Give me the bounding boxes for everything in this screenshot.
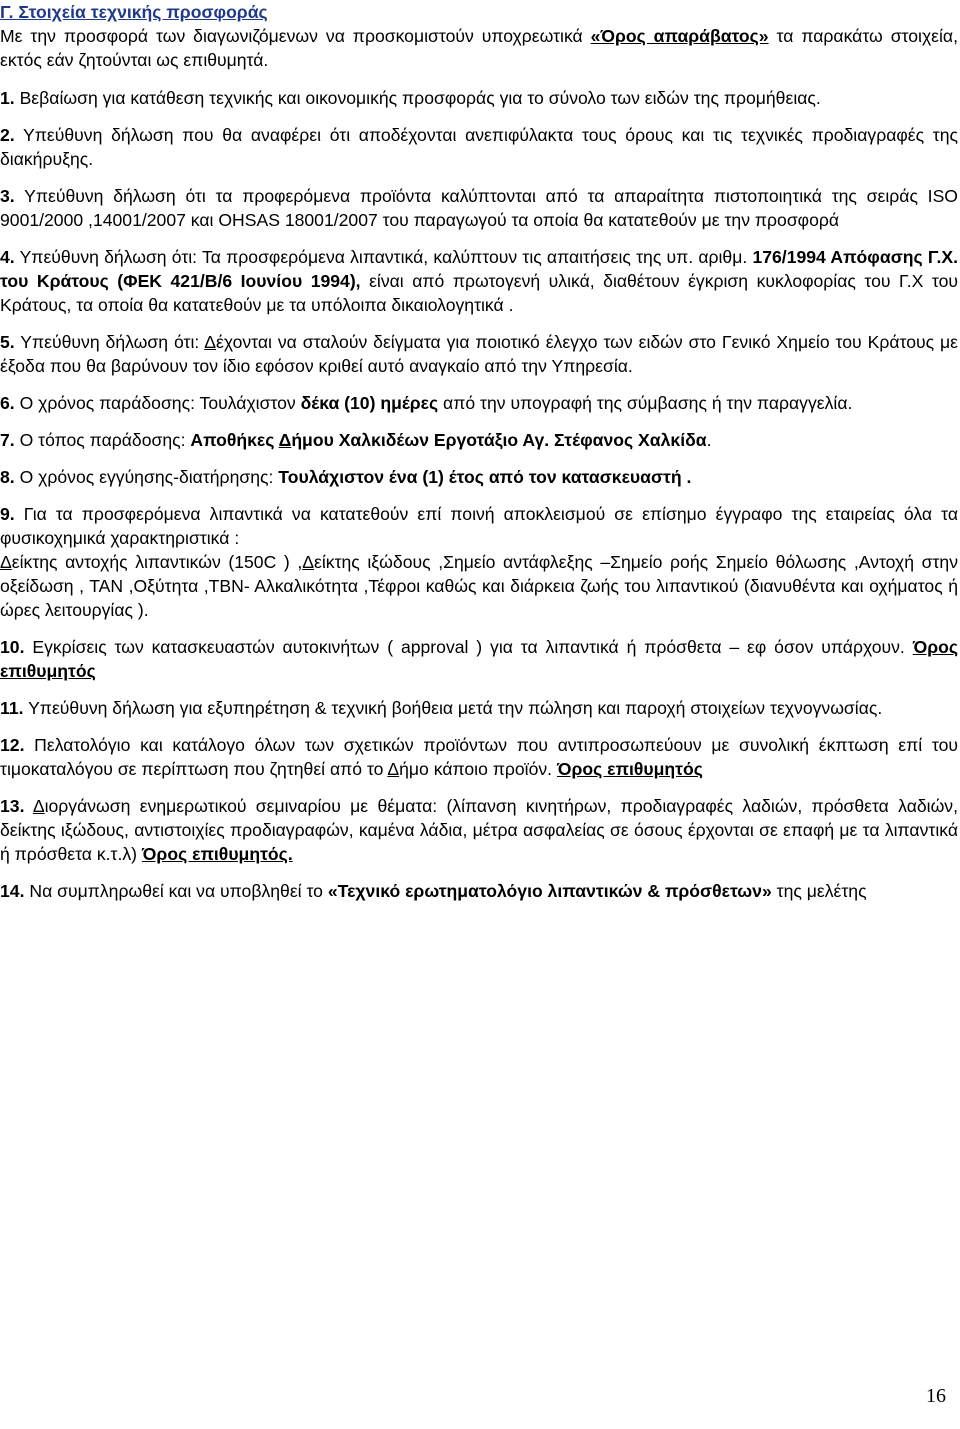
item-number: 5.: [0, 332, 15, 352]
item-text: είκτης ιξώδους ,Σημείο αντάφλεξης –Σημείο ροής Σημείο θόλωσης ,Αντοχή στην οξείδωση , ΤΑΝ ,Οξύτητα ,ΤΒΝ- Αλκαλικότητα ,Τέφροι καθώς και διάρκεια ζωής του λιπαντικού (διανυθέντα και οχήματος ή ώρες λειτουργίας ).: [0, 552, 958, 620]
item-text: Αποθήκες: [190, 430, 279, 450]
requirement-item: [0, 502, 958, 622]
item-number: 8.: [0, 467, 15, 487]
item-text: δέκα (10) ημέρες: [300, 393, 439, 413]
item-number: 12.: [0, 735, 25, 755]
intro-text-end: τα παρακάτω στοιχεία, εκτός εάν ζητούνται ως επιθυμητά.: [0, 26, 958, 70]
item-number: 9.: [0, 504, 15, 524]
item-text: είναι από πρωτογενή υλικά, διαθέτουν έγκριση κυκλοφορίας του Γ.Χ του Κράτους, τα οποία θα κατατεθούν με τα υπόλοιπα δικαιολογητικά .: [0, 271, 958, 315]
item-text: Δ: [32, 796, 45, 816]
item-number: 10.: [0, 637, 25, 657]
requirement-item: [0, 184, 958, 232]
item-number: 2.: [0, 125, 15, 145]
item-text: Ο χρόνος εγγύησης-διατήρησης:: [14, 467, 279, 487]
item-number: 7.: [0, 430, 15, 450]
item-number: 14.: [0, 881, 25, 901]
item-text: 176/1994 Απόφασης Γ.Χ. του Κράτους (ΦΕΚ 421/Β/6 Ιουνίου 1994),: [0, 247, 958, 291]
item-text: Δ: [0, 552, 12, 572]
item-text: Πελατολόγιο και κατάλογο όλων των σχετικών προϊόντων που αντιπροσωπεύουν με συνολική έκπτωση επί του τιμοκαταλόγου σε περίπτωση που ζητηθεί από το: [0, 735, 958, 779]
item-text: Να συμπληρωθεί και να υποβληθεί το: [24, 881, 328, 901]
item-number: 13.: [0, 796, 25, 816]
requirement-item: [0, 86, 958, 110]
requirement-item: [0, 245, 958, 317]
page-number: 16: [926, 1385, 946, 1407]
item-text: Δ: [387, 759, 400, 779]
requirement-item: [0, 635, 958, 683]
item-text: Υπεύθυνη δήλωση που θα αναφέρει ότι αποδέχονται ανεπιφύλακτα τους όρους και τις τεχνικές προδιαγραφές της διακήρυξης.: [0, 125, 958, 169]
item-number: 11.: [0, 698, 24, 718]
item-text: ιοργάνωση ενημερωτικού σεμιναρίου με θέματα: (λίπανση κινητήρων, προδιαγραφές λαδιών, πρόσθετα λαδιών, δείκτης ιξώδους, αντιστοιχίες προδιαγραφών, καμένα λάδια, μέτρα ασφαλείας σε όσους έρχονται σε επαφή με τα λιπαντικά ή πρόσθετα κ.τ.λ): [0, 796, 958, 864]
item-text: έχονται να σταλούν δείγματα για ποιοτικό έλεγχο των ειδών στο Γενικό Χημείο του Κράτους με έξοδα που θα βαρύνουν τον ίδιο εφόσον κριθεί αυτό αναγκαίο από την Υπηρεσία.: [0, 332, 958, 376]
item-text: Όρος επιθυμητός: [556, 759, 703, 779]
requirement-item: [0, 330, 958, 378]
item-text: Τουλάχιστον ένα (1) έτος από τον κατασκευαστή .: [278, 467, 692, 487]
requirements-list: [0, 86, 958, 903]
item-text: Όρος επιθυμητός: [0, 637, 958, 681]
item-text: ήμο κάποιο προϊόν.: [399, 759, 557, 779]
item-text: Ο χρόνος παράδοσης: Τουλάχιστον: [14, 393, 301, 413]
requirement-item: [0, 879, 958, 903]
item-text: Βεβαίωση για κατάθεση τεχνικής και οικονομικής προσφοράς για το σύνολο των ειδών της προμήθειας.: [14, 88, 821, 108]
requirement-item: [0, 391, 958, 415]
item-number: 6.: [0, 393, 15, 413]
item-text: είκτης αντοχής λιπαντικών (150C ) ,: [11, 552, 303, 572]
spacer: [0, 72, 958, 86]
item-text: Υπεύθυνη δήλωση ότι:: [14, 332, 205, 352]
item-text: Υπεύθυνη δήλωση ότι τα προφερόμενα προϊόντα καλύπτονται από τα απαραίτητα πιστοποιητικά της σειράς ISO 9001/2000 ,14001/2007 και OHSAS 18001/2007 του παραγωγού τα οποία θα κατατεθούν με την προσφορά: [0, 186, 958, 230]
section-title-text: Γ. Στοιχεία τεχνικής προσφοράς: [0, 2, 268, 22]
requirement-item: [0, 465, 958, 489]
item-text: Για τα προσφερόμενα λιπαντικά να κατατεθούν επί ποινή αποκλεισμού σε επίσημο έγγραφο της εταιρείας όλα τα φυσικοχημικά χαρακτηριστικά :: [0, 504, 958, 548]
item-text: Εγκρίσεις των κατασκευαστών αυτοκινήτων ( approval ) για τα λιπαντικά ή πρόσθετα – εφ όσον υπάρχουν.: [24, 637, 913, 657]
item-text: Όρος επιθυμητός.: [141, 844, 293, 864]
item-number: 4.: [0, 247, 15, 267]
section-title: [0, 0, 958, 24]
item-text: .: [706, 430, 712, 450]
item-text: Δ: [278, 430, 292, 450]
item-text: Δ: [302, 552, 315, 572]
requirement-item: [0, 123, 958, 171]
intro-paragraph: [0, 24, 958, 72]
requirement-item: [0, 733, 958, 781]
item-number: 1.: [0, 88, 15, 108]
item-text: ήμου Χαλκιδέων Εργοτάξιο Αγ. Στέφανος Χαλκίδα: [291, 430, 707, 450]
item-text: Ο τόπος παράδοσης:: [14, 430, 191, 450]
item-text: Δ: [204, 332, 216, 352]
requirement-item: [0, 696, 958, 720]
item-text: Υπεύθυνη δήλωση για εξυπηρέτηση & τεχνική βοήθεια μετά την πώληση και παροχή στοιχείων τεχνογνωσίας.: [23, 698, 883, 718]
mandatory-term: «Όρος απαράβατος»: [590, 26, 769, 46]
item-number: 3.: [0, 186, 15, 206]
requirement-item: [0, 794, 958, 866]
item-text: [24, 796, 32, 816]
item-text: της μελέτης: [771, 881, 867, 901]
item-text: Υπεύθυνη δήλωση ότι: Τα προσφερόμενα λιπαντικά, καλύπτουν τις απαιτήσεις της υπ. αριθμ.: [14, 247, 753, 267]
item-text: από την υπογραφή της σύμβασης ή την παραγγελία.: [438, 393, 853, 413]
intro-text: Με την προσφορά των διαγωνιζόμενων να προσκομιστούν υποχρεωτικά: [0, 26, 591, 46]
item-text: «Τεχνικό ερωτηματολόγιο λιπαντικών & πρόσθετων»: [327, 881, 772, 901]
requirement-item: [0, 428, 958, 452]
